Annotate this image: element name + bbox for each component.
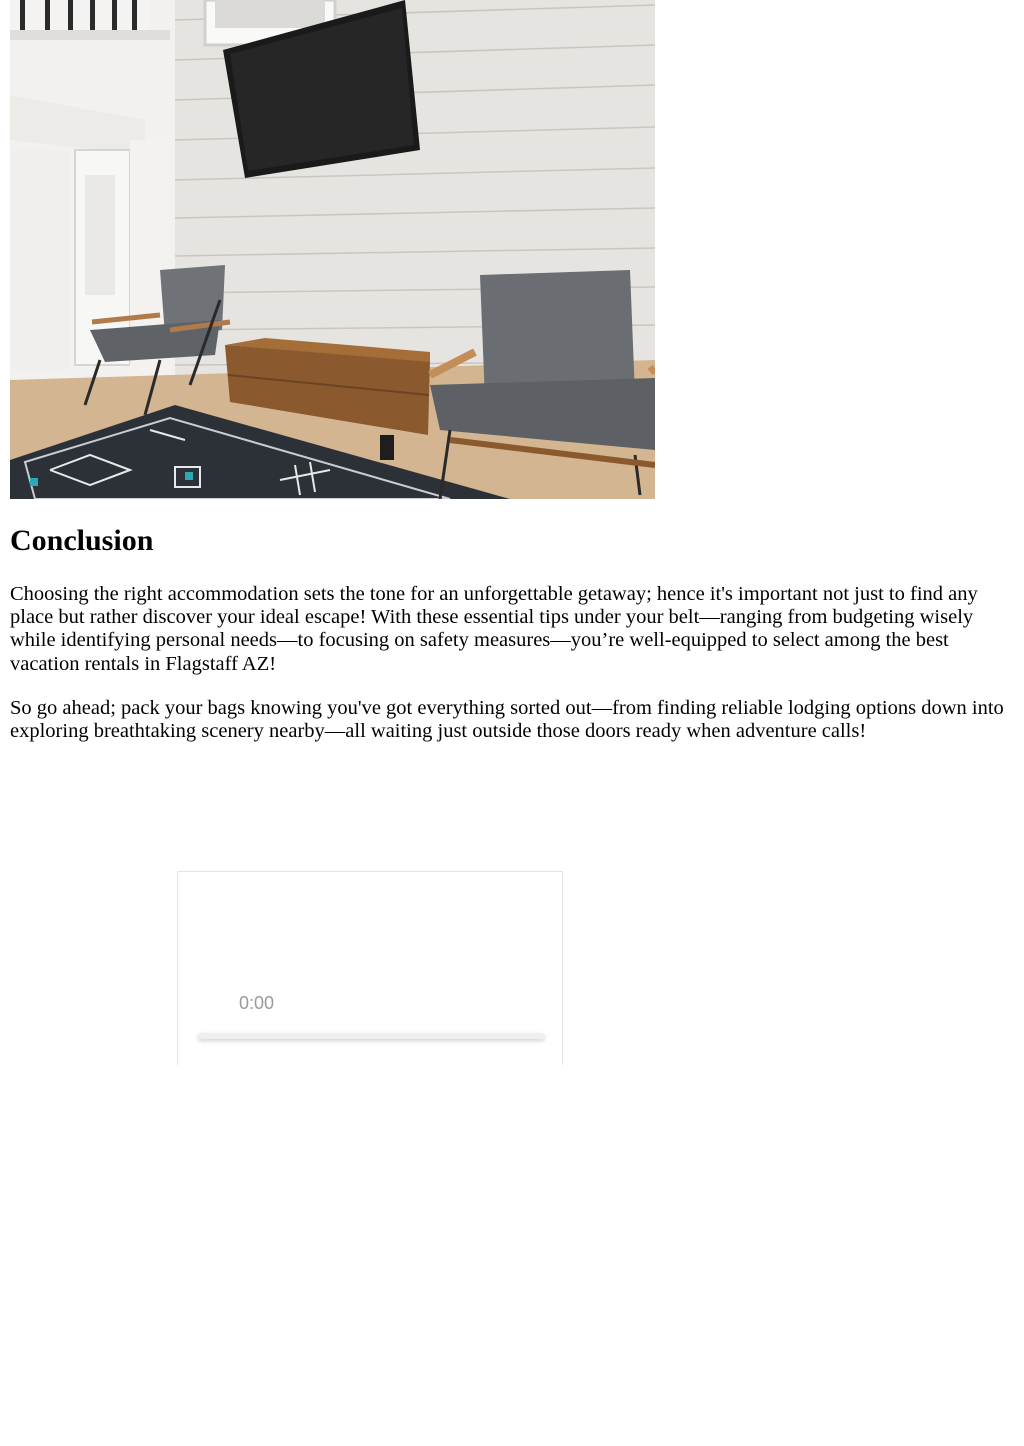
conclusion-paragraph-1: Choosing the right accommodation sets the tone for an unforgettable getaway; hence it's important not just to find any place but rather discover your ideal escape! With these essential tips under your belt—ranging from budgeting wisely while identifying personal needs—to focusing on safety measures—you’re well-equipped to select among the best vacation rentals in Flagstaff AZ! [10, 583, 978, 675]
conclusion-paragraph-2: So go ahead; pack your bags knowing you've got everything sorted out—from finding reliable lodging options down into exploring breathtaking scenery nearby—all waiting just outside those doors ready when adventure calls! [10, 697, 1004, 743]
living-room-photo [10, 0, 655, 499]
audio-player [177, 871, 563, 1065]
conclusion-heading: Conclusion [10, 524, 154, 557]
audio-current-time: 0:00 [239, 993, 275, 1013]
audio-progress-bar[interactable] [198, 1033, 545, 1039]
